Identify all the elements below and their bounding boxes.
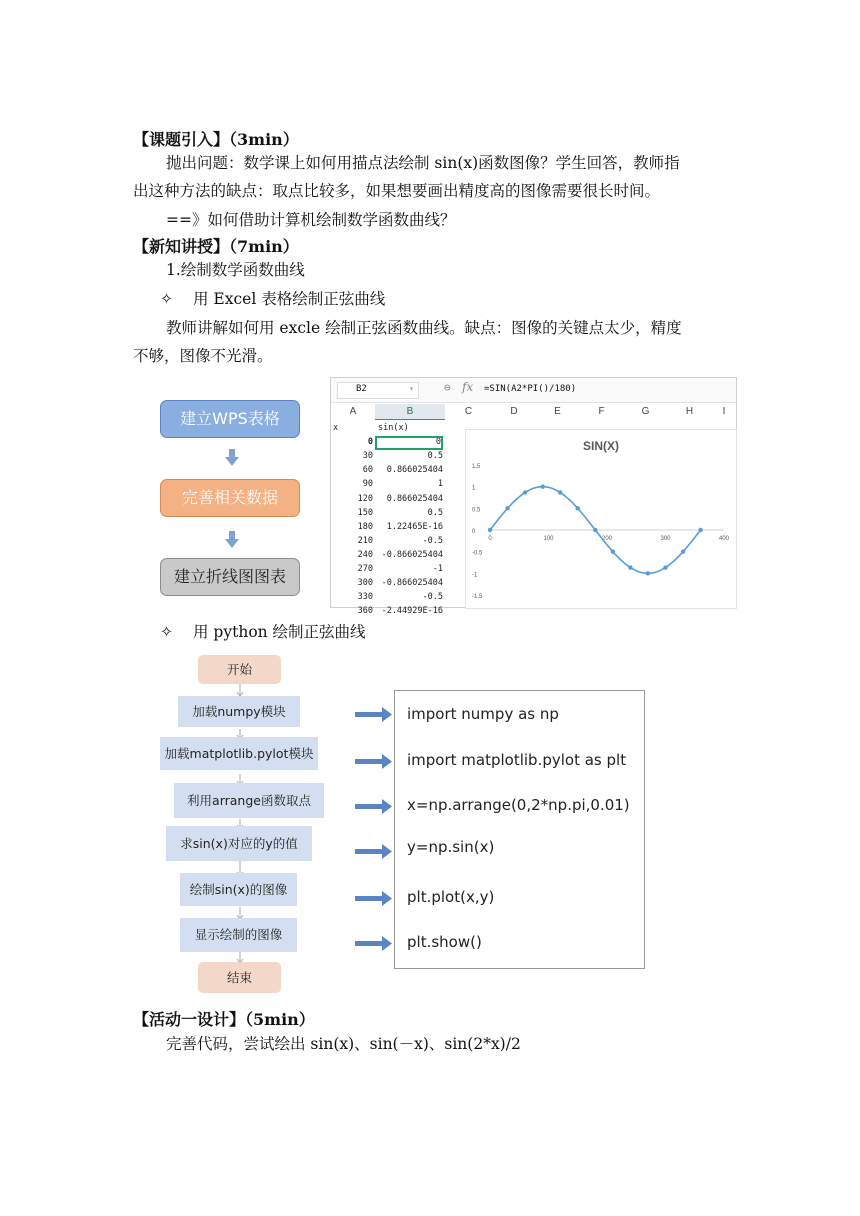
flow-start-node: 开始 <box>198 655 281 684</box>
column-header-g[interactable]: G <box>641 406 650 417</box>
cell-sin[interactable]: 1 <box>437 479 443 490</box>
cell-x[interactable]: 180 <box>357 521 373 532</box>
column-header-e[interactable]: E <box>554 406 561 417</box>
cell-sin[interactable]: -0.866025404 <box>381 549 443 560</box>
code-line-import-matplotlib: import matplotlib.pylot as plt <box>407 751 627 769</box>
cell-x[interactable]: 0 <box>367 437 373 448</box>
data-point <box>681 549 685 553</box>
x-tick-label: 100 <box>543 536 554 542</box>
down-arrow-icon <box>225 531 239 553</box>
excel-screenshot <box>330 377 737 617</box>
cell-x[interactable]: 120 <box>357 493 373 504</box>
column-header-b[interactable]: B <box>375 404 445 419</box>
y-tick-label: 1 <box>472 485 476 492</box>
x-tick-label: 200 <box>601 536 613 542</box>
cell-sin[interactable]: -2.44929E-16 <box>381 606 443 617</box>
data-point <box>505 506 509 510</box>
data-point <box>628 565 632 569</box>
right-arrow-icons <box>355 705 395 955</box>
chart-area <box>465 429 737 609</box>
wps-step-fill-data: 完善相关数据 <box>160 479 300 517</box>
cell-x[interactable]: 270 <box>357 564 373 574</box>
cell-sin[interactable]: 0 <box>375 436 443 450</box>
formula-text[interactable]: =SIN(A2*PI()/180) <box>484 384 577 394</box>
activity-heading: 【活动一设计】（5min） <box>133 1010 315 1029</box>
cell-reference: B2 <box>356 384 367 394</box>
bullet-python-label: 用 python 绘制正弦曲线 <box>193 623 366 641</box>
flow-end-node: 结束 <box>198 962 281 993</box>
new-knowledge-heading: 【新知讲授】（7min） <box>133 237 299 256</box>
data-point <box>698 528 702 532</box>
flow-step-load-numpy: 加载numpy模块 <box>178 696 300 727</box>
fx-icon: fx <box>462 380 474 394</box>
y-tick-label: 0.5 <box>472 507 481 514</box>
zoom-icon: ⊖ <box>444 381 451 394</box>
column-header-d[interactable]: D <box>510 406 518 417</box>
data-point <box>576 506 580 510</box>
selected-column-marker <box>375 419 445 420</box>
cell-sin[interactable]: -0.866025404 <box>381 578 443 589</box>
sin-line-chart <box>466 430 736 608</box>
intro-paragraph-line1: 抛出问题：数学课上如何用描点法绘制 sin(x)函数图像？学生回答，教师指 <box>166 154 680 172</box>
cell-x[interactable]: 90 <box>362 479 373 490</box>
cell-b1[interactable]: sin(x) <box>378 423 409 433</box>
flow-step-show: 显示绘制的图像 <box>180 918 297 952</box>
excel-description-line2: 不够，图像不光滑。 <box>133 347 273 365</box>
bullet-excel-label: 用 Excel 表格绘制正弦曲线 <box>193 290 386 308</box>
bullet-diamond-icon: ✧ <box>160 290 173 308</box>
bullet-diamond-icon: ✧ <box>160 623 173 641</box>
intro-paragraph-line2: 出这种方法的缺点：取点比较多，如果想要画出精度高的图像需要很长时间。 <box>133 182 661 200</box>
column-header-a[interactable]: A <box>349 406 357 417</box>
cell-x[interactable]: 150 <box>357 507 373 518</box>
wps-step-create-sheet: 建立WPS表格 <box>160 400 300 438</box>
flow-step-compute-y: 求sin(x)对应的y的值 <box>166 826 312 861</box>
column-header-f[interactable]: F <box>598 406 605 417</box>
y-tick-label: -1 <box>472 572 478 579</box>
y-tick-label: -1.5 <box>472 594 483 600</box>
cell-x[interactable]: 300 <box>357 578 373 589</box>
flow-step-arrange: 利用arrange函数取点 <box>174 783 324 818</box>
wps-step-create-chart: 建立折线图图表 <box>160 558 300 596</box>
cell-sin[interactable]: -0.5 <box>422 535 443 546</box>
data-point <box>646 571 650 575</box>
cell-sin[interactable]: -1 <box>432 564 443 574</box>
cell-x[interactable]: 30 <box>362 451 373 462</box>
code-line-show: plt.show() <box>407 933 482 951</box>
name-box[interactable] <box>337 382 419 399</box>
excel-description-line1: 教师讲解如何用 excle 绘制正弦函数曲线。缺点：图像的关键点太少，精度 <box>166 319 682 337</box>
cell-sin[interactable]: 0.5 <box>427 451 443 462</box>
code-line-sin: y=np.sin(x) <box>407 838 495 856</box>
cell-x[interactable]: 60 <box>362 465 373 476</box>
column-header-h[interactable]: H <box>685 406 694 417</box>
intro-question: ==》如何借助计算机绘制数学函数曲线？ <box>166 211 456 229</box>
data-point <box>540 484 544 488</box>
data-point <box>558 490 562 494</box>
code-line-arrange: x=np.arrange(0,2*np.pi,0.01) <box>407 796 630 814</box>
code-line-plot: plt.plot(x,y) <box>407 888 495 906</box>
y-tick-label: 0 <box>472 529 476 535</box>
cell-sin[interactable]: -0.5 <box>422 592 443 603</box>
x-tick-label: 0 <box>488 536 492 542</box>
flow-step-plot: 绘制sin(x)的图像 <box>180 873 297 906</box>
item-1-label: 1.绘制数学函数曲线 <box>166 261 305 279</box>
chart-title: SIN(X) <box>583 439 619 453</box>
y-tick-label: 1.5 <box>472 464 481 470</box>
data-point <box>611 549 615 553</box>
y-tick-label: -0.5 <box>472 550 483 557</box>
activity-text: 完善代码，尝试绘出 sin(x)、sin(－x)、sin(2*x)/2 <box>166 1035 521 1053</box>
cell-x[interactable]: 210 <box>357 535 373 546</box>
data-point <box>593 528 597 532</box>
column-header-c[interactable]: C <box>464 406 473 417</box>
x-tick-label: 400 <box>718 536 730 542</box>
cell-x[interactable]: 360 <box>357 606 373 617</box>
intro-heading: 【课题引入】（3min） <box>133 130 299 149</box>
column-header-i[interactable]: I <box>722 406 726 417</box>
x-tick-label: 300 <box>660 536 671 542</box>
data-point <box>523 490 527 494</box>
down-arrow-icon <box>225 449 239 471</box>
cell-sin[interactable]: 0.866025404 <box>386 465 443 476</box>
code-line-import-numpy: import numpy as np <box>407 705 559 723</box>
data-point <box>663 565 667 569</box>
code-box <box>394 690 645 969</box>
formula-bar <box>331 378 736 403</box>
flow-step-load-matplotlib: 加载matplotlib.pylot模块 <box>160 737 318 770</box>
cell-sin[interactable]: 0.5 <box>427 507 443 518</box>
data-point <box>488 528 492 532</box>
cell-x[interactable]: 240 <box>357 549 373 560</box>
cell-x[interactable]: 330 <box>357 592 373 603</box>
dropdown-icon: ▾ <box>409 384 414 393</box>
cell-sin[interactable]: 1.22465E-16 <box>386 521 443 532</box>
cell-a1[interactable]: x <box>333 423 339 433</box>
cell-sin[interactable]: 0.866025404 <box>386 493 443 504</box>
